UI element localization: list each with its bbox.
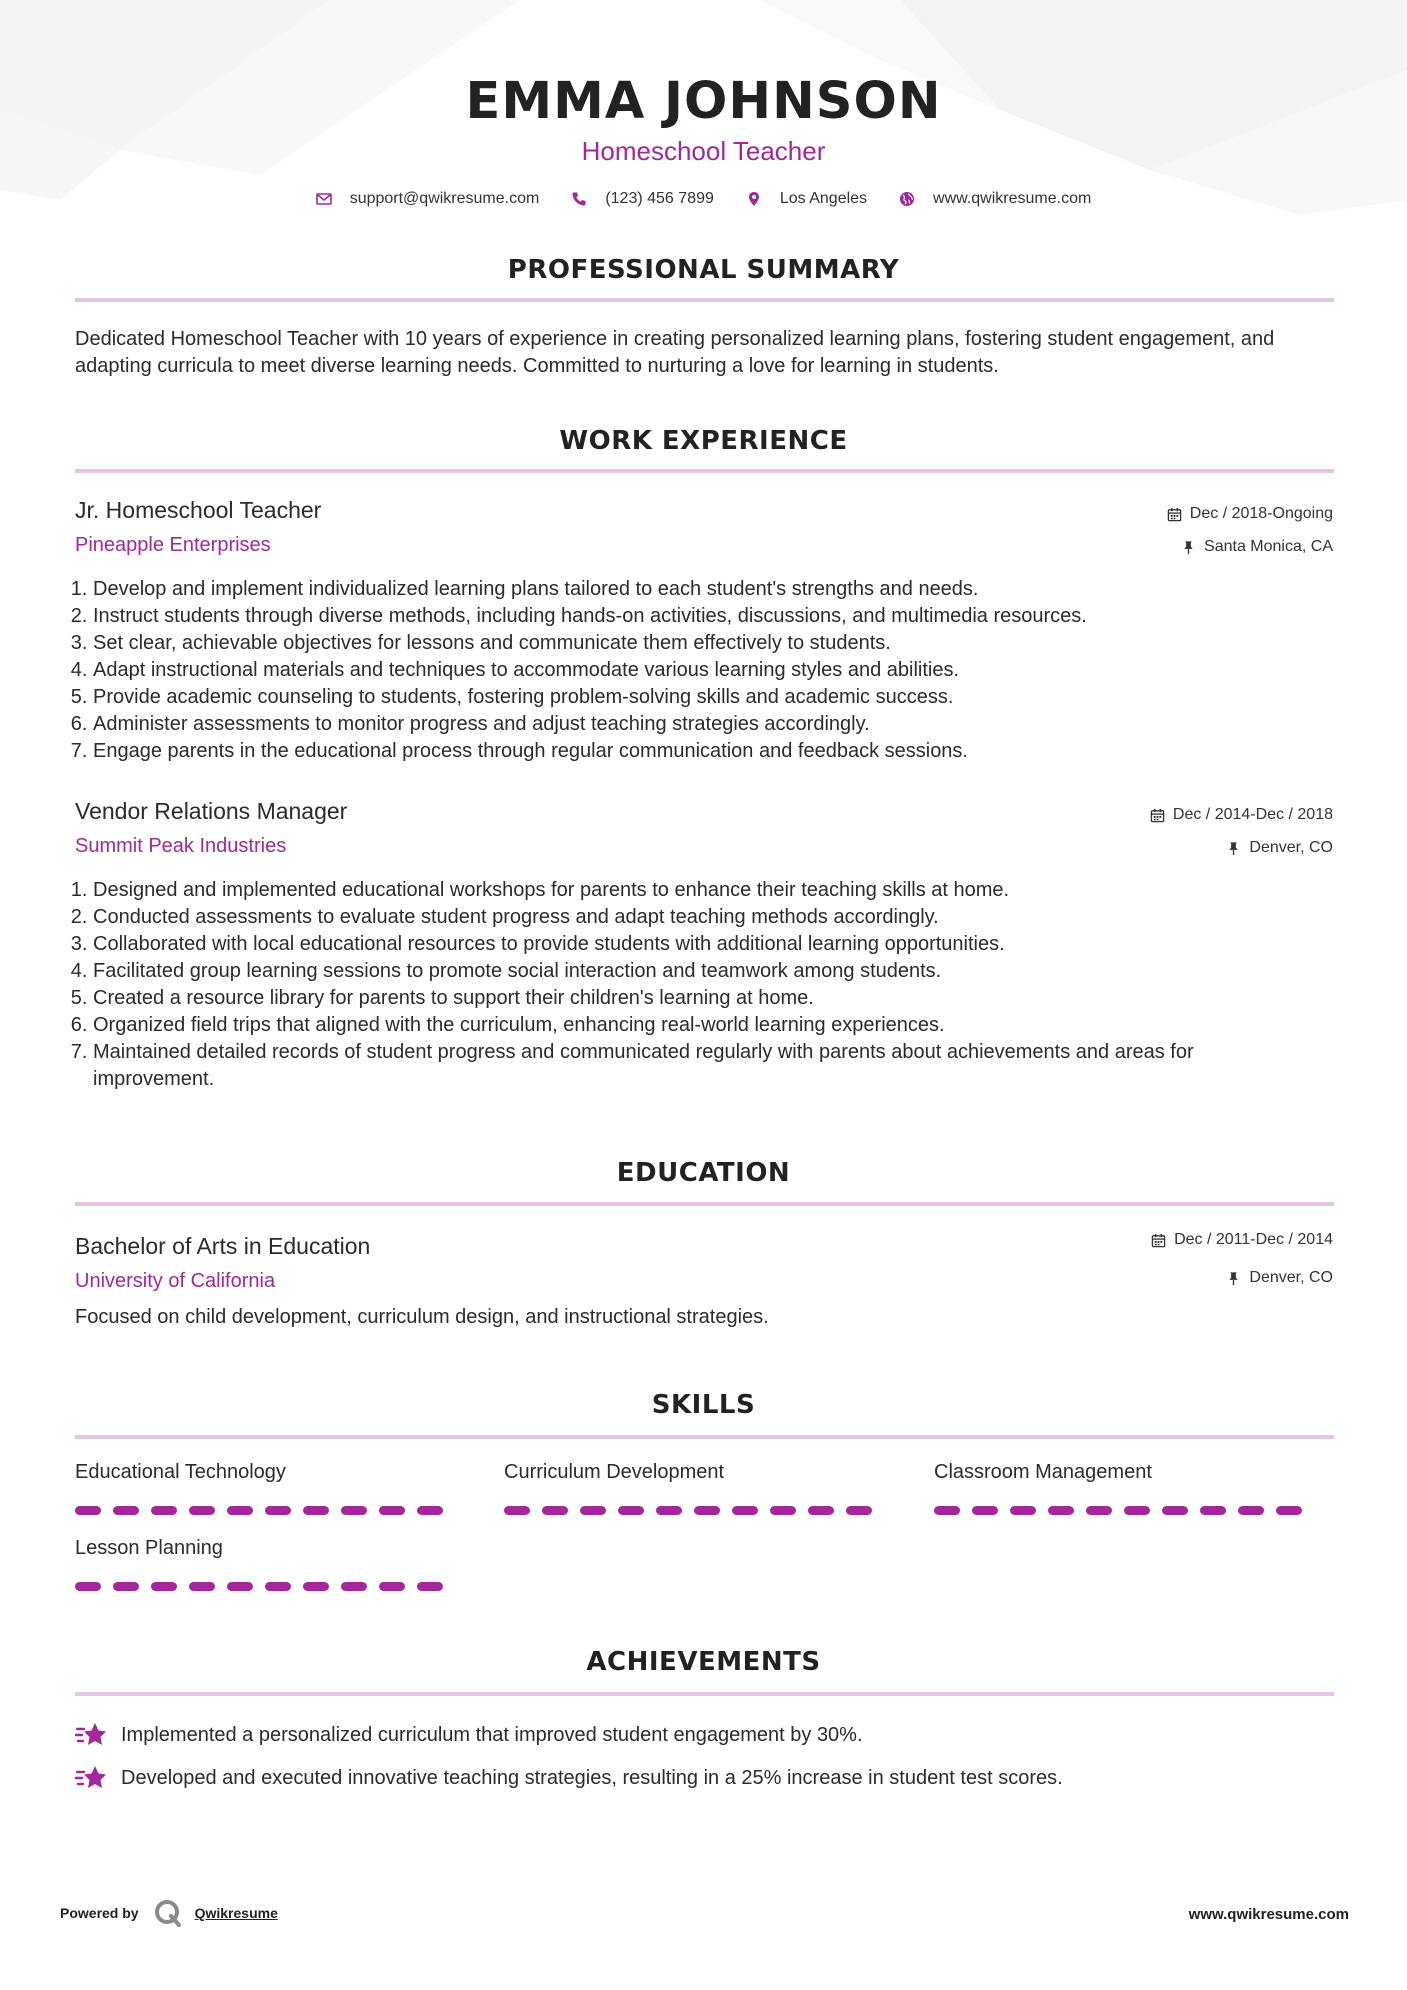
skill-level-dash	[151, 1582, 177, 1591]
duty-item: 3. Set clear, achievable objectives for lessons and communicate them effectively to students.	[93, 630, 1293, 657]
contact-email-text: support@qwikresume.com	[349, 190, 540, 207]
duty-item: 6. Organized field trips that aligned with the curriculum, enhancing real-world learning experiences.	[93, 1012, 1293, 1039]
duty-item: 4. Facilitated group learning sessions to promote social interaction and teamwork among students.	[93, 958, 1293, 985]
duty-item: 7. Maintained detailed records of student progress and communicated regularly with parents about achievements and areas for improvement.	[93, 1039, 1293, 1093]
job-dates	[1150, 806, 1333, 824]
skill-level-dash	[1162, 1506, 1188, 1515]
skill-level-dash	[972, 1506, 998, 1515]
duty-item: 6. Administer assessments to monitor progress and adjust teaching strategies accordingly.	[93, 711, 1293, 738]
skill-level-dash	[265, 1582, 291, 1591]
skill-level-dash	[341, 1506, 367, 1515]
skill-level-dash	[580, 1506, 606, 1515]
skill-level-dash	[934, 1506, 960, 1515]
skill-level-dash	[1048, 1506, 1074, 1515]
contact-location	[746, 190, 867, 208]
calendar-icon	[1150, 808, 1165, 823]
calendar-icon	[1151, 1233, 1166, 1248]
skill-level-dash	[303, 1582, 329, 1591]
skill-level-dash	[341, 1582, 367, 1591]
education-dates	[1151, 1231, 1333, 1249]
skill-level-dash	[113, 1506, 139, 1515]
skill-level-dash	[846, 1506, 872, 1515]
skill-level-dash	[808, 1506, 834, 1515]
summary-text: Dedicated Homeschool Teacher with 10 years of experience in creating personalized learning plans, fostering student engagement, and adapting curricula to meet diverse learning needs. Committed to nurturing a love for learning in students.	[75, 328, 1275, 377]
summary-divider	[75, 298, 1334, 302]
skill-name: Lesson Planning	[75, 1537, 223, 1559]
job-duties-list	[75, 576, 1293, 765]
contact-location-text: Los Angeles	[779, 190, 868, 207]
job-company: Pineapple Enterprises	[75, 534, 271, 556]
skill-name: Curriculum Development	[504, 1461, 725, 1483]
skill-level-dash	[1086, 1506, 1112, 1515]
education-degree: Bachelor of Arts in Education	[75, 1233, 371, 1259]
duty-item: 7. Engage parents in the educational process through regular communication and feedback sessions.	[93, 738, 1293, 765]
contact-bar	[0, 190, 1407, 208]
skills-heading: SKILLS	[651, 1390, 756, 1420]
job-company: Summit Peak Industries	[75, 835, 287, 857]
footer-powered-by	[60, 1898, 278, 1928]
skill-level-dash	[417, 1582, 443, 1591]
contact-website[interactable]	[899, 190, 1091, 208]
achievements-heading: ACHIEVEMENTS	[586, 1647, 821, 1677]
skill-level-dash	[694, 1506, 720, 1515]
duty-item: 2. Instruct students through diverse methods, including hands-on activities, discussions, and multimedia resources.	[93, 603, 1293, 630]
achievement-item	[75, 1720, 863, 1750]
skill-level-dash	[151, 1506, 177, 1515]
contact-website-text: www.qwikresume.com	[933, 190, 1092, 207]
skill-level-dash	[189, 1582, 215, 1591]
skill-level-dash	[618, 1506, 644, 1515]
duty-item: 4. Adapt instructional materials and techniques to accommodate various learning styles and abilities.	[93, 657, 1293, 684]
footer-website-link[interactable]: www.qwikresume.com	[1188, 1906, 1349, 1923]
star-icon	[75, 1763, 107, 1793]
contact-phone-text: (123) 456 7899	[605, 190, 714, 207]
job-location	[1181, 538, 1333, 556]
brand-link[interactable]: Qwikresume	[194, 1905, 278, 1921]
education-location	[1226, 1269, 1333, 1287]
education-dates-text: Dec / 2011-Dec / 2014	[1174, 1231, 1333, 1248]
job-dates-text: Dec / 2014-Dec / 2018	[1172, 806, 1333, 823]
duty-item: 1. Designed and implemented educational workshops for parents to enhance their teaching skills at home.	[93, 877, 1293, 904]
job-dates	[1167, 505, 1333, 523]
skill-level-dash	[265, 1506, 291, 1515]
experience-heading: WORK EXPERIENCE	[559, 426, 848, 456]
job-dates-text: Dec / 2018-Ongoing	[1189, 505, 1333, 522]
skill-level-dash	[379, 1582, 405, 1591]
skill-level-dash	[75, 1506, 101, 1515]
skill-item	[75, 1461, 455, 1515]
job-location	[1226, 839, 1333, 857]
skill-level-bar	[75, 1506, 455, 1515]
skill-level-dash	[75, 1582, 101, 1591]
pushpin-icon	[1226, 841, 1241, 856]
education-location-text: Denver, CO	[1249, 1269, 1333, 1286]
duty-item: 3. Collaborated with local educational resources to provide students with additional learning opportunities.	[93, 931, 1293, 958]
skill-item	[75, 1537, 455, 1591]
job-duties-list	[75, 877, 1293, 1093]
experience-divider	[75, 469, 1334, 473]
skill-name: Educational Technology	[75, 1461, 286, 1483]
duty-item: 1. Develop and implement individualized learning plans tailored to each student's strengths and needs.	[93, 576, 1293, 603]
skill-name: Classroom Management	[934, 1461, 1152, 1483]
summary-heading: PROFESSIONAL SUMMARY	[507, 255, 900, 285]
candidate-role: Homeschool Teacher	[581, 136, 826, 166]
powered-by-label: Powered by	[60, 1905, 139, 1921]
phone-icon	[571, 191, 587, 207]
education-description: Focused on child development, curriculum design, and instructional strategies.	[75, 1306, 769, 1328]
skill-level-dash	[227, 1582, 253, 1591]
skill-level-dash	[770, 1506, 796, 1515]
job-title: Vendor Relations Manager	[75, 798, 348, 824]
education-heading: EDUCATION	[616, 1158, 791, 1188]
skill-level-bar	[75, 1582, 455, 1591]
duty-item: 5. Provide academic counseling to students, fostering problem-solving skills and academic success.	[93, 684, 1293, 711]
job-location-text: Santa Monica, CA	[1204, 538, 1333, 555]
education-school: University of California	[75, 1270, 276, 1292]
skill-level-bar	[934, 1506, 1314, 1515]
skill-level-dash	[1238, 1506, 1264, 1515]
skill-level-dash	[656, 1506, 682, 1515]
skill-level-dash	[732, 1506, 758, 1515]
duty-item: 2. Conducted assessments to evaluate student progress and adapt teaching methods accordingly.	[93, 904, 1293, 931]
education-divider	[75, 1202, 1334, 1206]
calendar-icon	[1167, 507, 1182, 522]
skill-level-dash	[1276, 1506, 1302, 1515]
job-location-text: Denver, CO	[1249, 839, 1333, 856]
skill-level-dash	[417, 1506, 443, 1515]
skill-level-dash	[1200, 1506, 1226, 1515]
skills-divider	[75, 1435, 1334, 1439]
skill-level-dash	[113, 1582, 139, 1591]
skill-level-dash	[189, 1506, 215, 1515]
star-icon	[75, 1720, 107, 1750]
candidate-name: EMMA JOHNSON	[465, 72, 942, 131]
map-pin-icon	[746, 191, 762, 207]
achievement-item	[75, 1763, 1063, 1793]
pushpin-icon	[1181, 540, 1196, 555]
skill-level-dash	[504, 1506, 530, 1515]
contact-email[interactable]	[316, 190, 540, 208]
qwikresume-logo-icon	[153, 1898, 183, 1928]
globe-icon	[899, 191, 915, 207]
skill-level-dash	[227, 1506, 253, 1515]
skill-level-dash	[542, 1506, 568, 1515]
skill-level-dash	[379, 1506, 405, 1515]
skill-level-dash	[1124, 1506, 1150, 1515]
contact-phone[interactable]	[571, 190, 714, 208]
job-title: Jr. Homeschool Teacher	[75, 497, 322, 523]
duty-item: 5. Created a resource library for parents to support their children's learning at home.	[93, 985, 1293, 1012]
achievement-text: Developed and executed innovative teaching strategies, resulting in a 25% increase in student test scores.	[121, 1766, 1063, 1789]
skill-item	[504, 1461, 884, 1515]
skill-level-dash	[1010, 1506, 1036, 1515]
skill-item	[934, 1461, 1314, 1515]
achievements-divider	[75, 1692, 1334, 1696]
skill-level-dash	[303, 1506, 329, 1515]
pushpin-icon	[1226, 1271, 1241, 1286]
skill-level-bar	[504, 1506, 884, 1515]
achievement-text: Implemented a personalized curriculum that improved student engagement by 30%.	[121, 1723, 863, 1746]
envelope-icon	[316, 191, 332, 207]
